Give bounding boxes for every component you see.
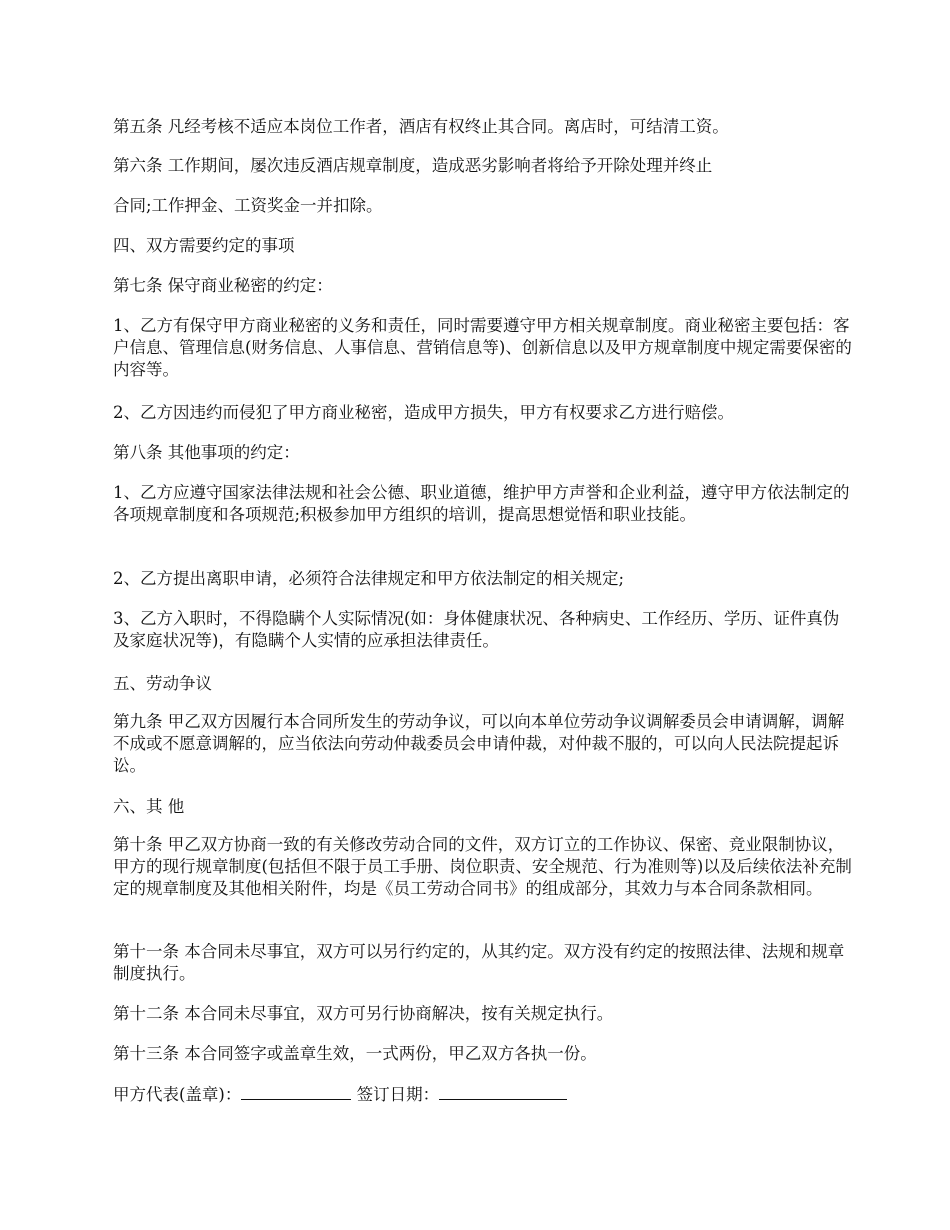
paragraph-article-8-item-1: 1、乙方应遵守国家法律法规和社会公德、职业道德，维护甲方声誉和企业利益，遵守甲方依法制定的各项规章制度和各项规范;积极参加甲方组织的培训，提高思想觉悟和职业技能。 [113,483,850,524]
paragraph-article-12: 第十二条 本合同未尽事宜，双方可另行协商解决，按有关规定执行。 [113,1004,614,1023]
paragraph-article-5: 第五条 凡经考核不适应本岗位工作者，酒店有权终止其合同。离店时，可结清工资。 [113,117,729,136]
party-a-signature-blank[interactable] [241,1083,351,1100]
paragraph-article-10: 第十条 甲乙双方协商一致的有关修改劳动合同的文件，双方订立的工作协议、保密、竞业限制协议，甲方的现行规章制度(包括但不限于员工手册、岗位职责、安全规范、行为准则等)以及后续依法补充制定的规章制度及其他相关附件，均是《员工劳动合同书》的组成部分，其效力与本合同条款相同。 [113,835,852,898]
signing-date-label: 签订日期： [356,1085,440,1104]
paragraph-article-7-item-1: 1、乙方有保守甲方商业秘密的义务和责任，同时需要遵守甲方相关规章制度。商业秘密主要包括：客户信息、管理信息(财务信息、人事信息、营销信息等)、创新信息以及甲方规章制度中规定需要保密的内容等。 [113,316,852,379]
paragraph-article-6-continued: 合同;工作押金、工资奖金一并扣除。 [113,196,383,215]
paragraph-article-8-item-3: 3、乙方入职时，不得隐瞒个人实际情况(如：身体健康状况、各种病史、工作经历、学历、证件真伪及家庭状况等)，有隐瞒个人实情的应承担法律责任。 [113,609,840,650]
paragraph-article-6: 第六条 工作期间，屡次违反酒店规章制度，造成恶劣影响者将给予开除处理并终止 [113,156,713,175]
signing-date-blank[interactable] [439,1083,567,1100]
paragraph-article-9: 第九条 甲乙双方因履行本合同所发生的劳动争议，可以向本单位劳动争议调解委员会申请调解，调解不成或不愿意调解的，应当依法向劳动仲裁委员会申请仲裁，对仲裁不服的，可以向人民法院提起诉讼。 [113,712,845,775]
party-a-representative-label: 甲方代表(盖章)： [113,1085,242,1104]
section-heading-5: 五、劳动争议 [113,674,212,693]
paragraph-article-13: 第十三条 本合同签字或盖章生效，一式两份，甲乙双方各执一份。 [113,1044,597,1063]
paragraph-article-11: 第十一条 本合同未尽事宜，双方可以另行约定的，从其约定。双方没有约定的按照法律、法规和规章制度执行。 [113,942,845,983]
paragraph-article-7: 第七条 保守商业秘密的约定： [113,276,333,295]
section-heading-4: 四、双方需要约定的事项 [113,236,295,255]
paragraph-article-7-item-2: 2、乙方因违约而侵犯了甲方商业秘密，造成甲方损失，甲方有权要求乙方进行赔偿。 [113,403,734,422]
signature-line [113,1083,853,1106]
section-heading-6: 六、其 他 [113,797,185,816]
paragraph-article-8: 第八条 其他事项的约定： [113,443,300,462]
paragraph-article-8-item-2: 2、乙方提出离职申请，必须符合法律规定和甲方依法制定的相关规定; [113,569,625,588]
